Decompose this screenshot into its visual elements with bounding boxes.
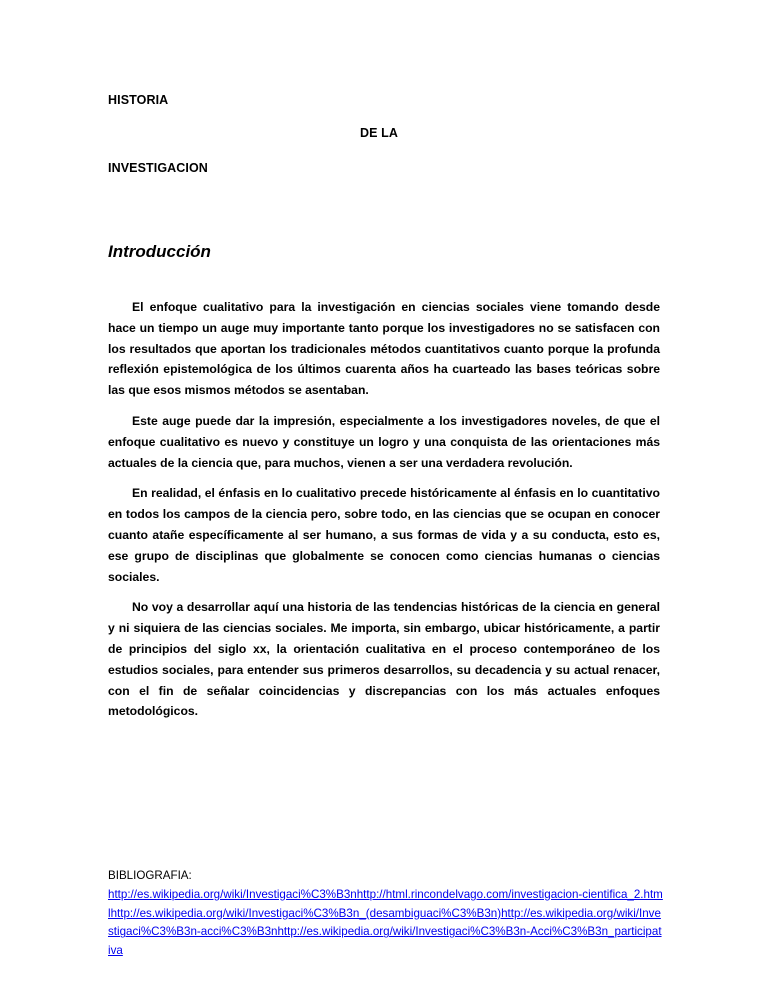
title-line-investigacion: INVESTIGACION bbox=[108, 161, 208, 175]
paragraph-4: No voy a desarrollar aquí una historia de las tendencias históricas de la ciencia en general y ni siquiera de las ciencias sociales. Me importa, sin embargo, ubicar históricamente, a partir de principios del siglo xx, la orientación cualitativa en el proceso contemporáneo de los estudios sociales, para entender sus primeros desarrollos, su decadencia y su actual renacer, con el fin de señalar coincidencias y discrepancias con los más actuales enfoques metodológicos. bbox=[108, 600, 660, 719]
title-line-historia: HISTORIA bbox=[108, 93, 169, 107]
paragraph-2: Este auge puede dar la impresión, especialmente a los investigadores noveles, de que el enfoque cualitativo es nuevo y constituye un logro y una conquista de las orientaciones más actuales de la ciencia que, para muchos, vienen a ser una verdadera revolución. bbox=[108, 413, 660, 470]
bibliography-label: BIBLIOGRAFIA: bbox=[108, 869, 192, 882]
paragraph-1: El enfoque cualitativo para la investigación en ciencias sociales viene tomando desde hace un tiempo un auge muy importante tanto porque los investigadores no se satisfacen con los resultados que aportan los tradicionales métodos cuantitativos cuanto porque la profunda reflexión epistemológica de los últimos cuarenta años ha cuarteado las bases teóricas sobre las que esos mismos métodos se asentaban. bbox=[108, 300, 660, 398]
bibliography-section bbox=[108, 867, 664, 961]
introduction-body bbox=[108, 297, 660, 732]
title-line-de-la: DE LA bbox=[360, 126, 398, 140]
bibliography-links[interactable]: http://es.wikipedia.org/wiki/Investigaci%C3%B3nhttp://html.rincondelvago.com/investigacion-cientifica_2.htmlhttp://es.wikipedia.org/wiki/Investigaci%C3%B3n_(desambiguaci%C3%B3n)http://es.wikipedia.org/wiki/Investigaci%C3%B3n-acci%C3%B3nhttp://es.wikipedia.org/wiki/Investigaci%C3%B3n-Acci%C3%B3n_participativa bbox=[108, 887, 663, 958]
introduction-heading: Introducción bbox=[108, 242, 211, 261]
paragraph-3: En realidad, el énfasis en lo cualitativo precede históricamente al énfasis en lo cuantitativo en todos los campos de la ciencia pero, sobre todo, en las ciencias que se ocupan en conocer cuanto atañe específicamente al ser humano, a sus formas de vida y a su conducta, esto es, ese grupo de disciplinas que globalmente se conocen como ciencias humanas o ciencias sociales. bbox=[108, 486, 660, 584]
